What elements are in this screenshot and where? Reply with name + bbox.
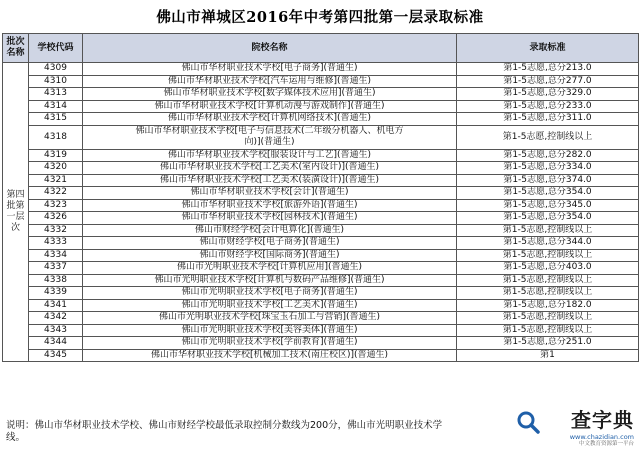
school-code-cell: 4339 (29, 287, 83, 300)
standard-cell: 第1-5志愿,总分354.0 (457, 212, 639, 225)
school-code-cell: 4326 (29, 212, 83, 225)
standard-cell: 第1-5志愿,总分344.0 (457, 237, 639, 250)
school-code-cell: 4332 (29, 224, 83, 237)
watermark (516, 404, 634, 450)
school-name-cell: 佛山市光明职业技术学校[电子商务](普通生) (83, 287, 457, 300)
school-name-cell: 佛山市华材职业技术学校[工艺美术(装潢设计)](普通生) (83, 174, 457, 187)
table-row (3, 262, 639, 275)
table-row (3, 324, 639, 337)
table-body (3, 63, 639, 362)
school-code-cell: 4319 (29, 149, 83, 162)
watermark-url: www.chazidian.com (569, 433, 634, 441)
standard-cell: 第1-5志愿,控制线以上 (457, 125, 639, 149)
school-name-cell: 佛山市财经学校[电子商务](普通生) (83, 237, 457, 250)
school-name-cell: 佛山市华材职业技术学校[计算机网络技术](普通生) (83, 113, 457, 126)
header-standard: 录取标准 (457, 34, 639, 63)
school-code-cell: 4318 (29, 125, 83, 149)
standard-cell: 第1-5志愿,控制线以上 (457, 274, 639, 287)
table-row (3, 75, 639, 88)
school-name-cell: 佛山市华材职业技术学校[电子与信息技术(二年级分机器人、机电方 向)](普通生) (83, 125, 457, 149)
school-code-cell: 4345 (29, 349, 83, 362)
school-code-cell: 4310 (29, 75, 83, 88)
header-school-name: 院校名称 (83, 34, 457, 63)
standard-cell: 第1-5志愿,总分334.0 (457, 162, 639, 175)
school-code-cell: 4315 (29, 113, 83, 126)
standard-cell: 第1-5志愿,总分374.0 (457, 174, 639, 187)
table-row (3, 125, 639, 149)
school-name-cell: 佛山市光明职业技术学校[计算机应用](普通生) (83, 262, 457, 275)
standard-cell: 第1-5志愿,控制线以上 (457, 224, 639, 237)
school-name-cell: 佛山市华材职业技术学校[机械加工技术(南庄校区)](普通生) (83, 349, 457, 362)
school-code-cell: 4334 (29, 249, 83, 262)
watermark-slogan: 中文教育资源第一平台 (578, 441, 634, 447)
header-school-code: 学校代码 (29, 34, 83, 63)
table-row (3, 149, 639, 162)
header-batch: 批次 名称 (3, 34, 29, 63)
table-row (3, 187, 639, 200)
standard-cell: 第1-5志愿,控制线以上 (457, 324, 639, 337)
school-name-cell: 佛山市华材职业技术学校[电子商务](普通生) (83, 63, 457, 76)
school-code-cell: 4320 (29, 162, 83, 175)
table-header-row (3, 34, 639, 63)
school-code-cell: 4343 (29, 324, 83, 337)
school-name-cell: 佛山市财经学校[国际商务](普通生) (83, 249, 457, 262)
table-row (3, 63, 639, 76)
table-row (3, 199, 639, 212)
watermark-title: 查字典 (571, 408, 634, 432)
table-row (3, 100, 639, 113)
school-code-cell: 4338 (29, 274, 83, 287)
standard-cell: 第1-5志愿,总分329.0 (457, 88, 639, 101)
table-row (3, 249, 639, 262)
table-row (3, 237, 639, 250)
table-row (3, 299, 639, 312)
school-name-cell: 佛山市光明职业技术学校[珠宝玉石加工与营销](普通生) (83, 312, 457, 325)
standard-cell: 第1 (457, 349, 639, 362)
school-code-cell: 4333 (29, 237, 83, 250)
table-row (3, 212, 639, 225)
school-code-cell: 4321 (29, 174, 83, 187)
admission-table (2, 33, 639, 362)
standard-cell: 第1-5志愿,总分354.0 (457, 187, 639, 200)
standard-cell: 第1-5志愿,总分213.0 (457, 63, 639, 76)
standard-cell: 第1-5志愿,总分233.0 (457, 100, 639, 113)
school-name-cell: 佛山市华材职业技术学校[数字媒体技术应用](普通生) (83, 88, 457, 101)
school-name-cell: 佛山市华材职业技术学校[汽车运用与维修](普通生) (83, 75, 457, 88)
school-name-cell: 佛山市华材职业技术学校[服装设计与工艺](普通生) (83, 149, 457, 162)
school-code-cell: 4314 (29, 100, 83, 113)
table-row (3, 224, 639, 237)
school-code-cell: 4341 (29, 299, 83, 312)
school-code-cell: 4313 (29, 88, 83, 101)
standard-cell: 第1-5志愿,控制线以上 (457, 287, 639, 300)
batch-name-cell: 第四 批第 一层 次 (3, 63, 29, 362)
table-row (3, 88, 639, 101)
school-name-cell: 佛山市华材职业技术学校[计算机动漫与游戏制作](普通生) (83, 100, 457, 113)
table-row (3, 337, 639, 350)
school-name-cell: 佛山市光明职业技术学校[计算机与数码产品维修](普通生) (83, 274, 457, 287)
standard-cell: 第1-5志愿,总分282.0 (457, 149, 639, 162)
school-name-cell: 佛山市财经学校[会计电算化](普通生) (83, 224, 457, 237)
school-name-cell: 佛山市华材职业技术学校[工艺美术(室内设计)](普通生) (83, 162, 457, 175)
school-name-cell: 佛山市光明职业技术学校[美容美体](普通生) (83, 324, 457, 337)
table-row (3, 287, 639, 300)
school-name-cell: 佛山市光明职业技术学校[工艺美术](普通生) (83, 299, 457, 312)
school-code-cell: 4337 (29, 262, 83, 275)
school-name-cell: 佛山市光明职业技术学校[学前教育](普通生) (83, 337, 457, 350)
school-code-cell: 4323 (29, 199, 83, 212)
standard-cell: 第1-5志愿,总分311.0 (457, 113, 639, 126)
standard-cell: 第1-5志愿,总分403.0 (457, 262, 639, 275)
school-code-cell: 4309 (29, 63, 83, 76)
page-title: 佛山市禅城区2016年中考第四批第一层录取标准 (156, 9, 484, 26)
table-row (3, 113, 639, 126)
standard-cell: 第1-5志愿,控制线以上 (457, 312, 639, 325)
school-name-cell: 佛山市华材职业技术学校[旅游外语](普通生) (83, 199, 457, 212)
table-row (3, 174, 639, 187)
footnote: 说明：佛山市华材职业技术学校、佛山市财经学校最低录取控制分数线为200分，佛山市光明职业技术学 线。 (6, 420, 443, 443)
standard-cell: 第1-5志愿,总分345.0 (457, 199, 639, 212)
table-row (3, 312, 639, 325)
school-code-cell: 4344 (29, 337, 83, 350)
standard-cell: 第1-5志愿,总分182.0 (457, 299, 639, 312)
standard-cell: 第1-5志愿,控制线以上 (457, 249, 639, 262)
table-row (3, 162, 639, 175)
school-name-cell: 佛山市华材职业技术学校[园林技术](普通生) (83, 212, 457, 225)
school-name-cell: 佛山市华材职业技术学校[会计](普通生) (83, 187, 457, 200)
standard-cell: 第1-5志愿,总分277.0 (457, 75, 639, 88)
table-row (3, 349, 639, 362)
magnifier-icon (516, 410, 540, 434)
table-row (3, 274, 639, 287)
school-code-cell: 4342 (29, 312, 83, 325)
school-code-cell: 4322 (29, 187, 83, 200)
standard-cell: 第1-5志愿,总分251.0 (457, 337, 639, 350)
